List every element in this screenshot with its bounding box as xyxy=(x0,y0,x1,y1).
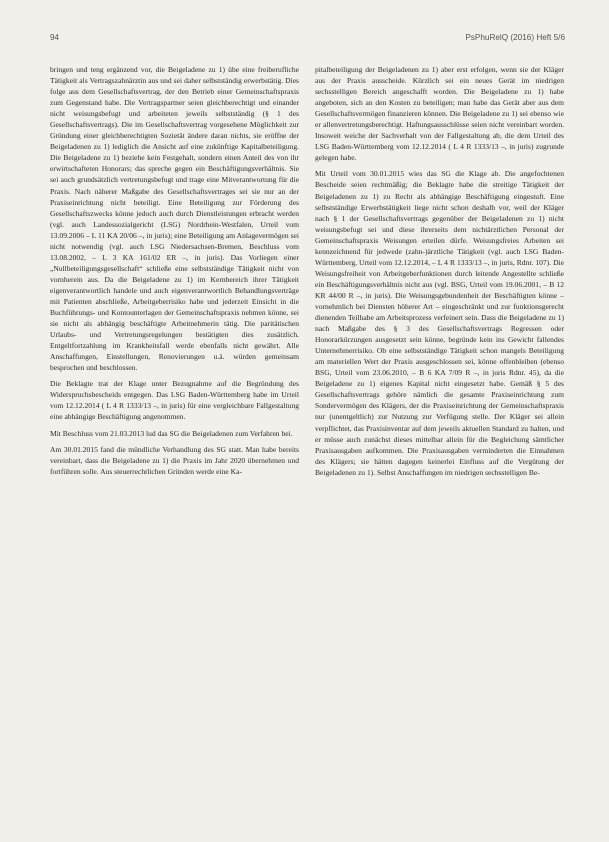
paragraph: Am 30.01.2015 fand die mündliche Verhandlung des SG statt. Man habe bereits vereinbart, dass die Beigeladene zu 1) die Praxis im Jahr 2020 übernehmen und fortführen solle. Aus steuerrechtlichen Gründen werde eine Ka- xyxy=(50,444,299,476)
text-columns xyxy=(50,64,564,478)
paragraph: Die Beklagte trat der Klage unter Bezugnahme auf die Begründung des Widerspruchsbescheids entgegen. Das LSG Baden-Württemberg habe im Urteil vom 12.12.2014 ( L 4 R 1333/13 –, in juris) für eine vergleichbare Fallgestaltung eine abhängige Beschäftigung angenommen. xyxy=(50,379,299,422)
page-number: 94 xyxy=(50,33,60,42)
right-column xyxy=(315,64,564,478)
page-header xyxy=(50,33,565,42)
paragraph: Mit Beschluss vom 21.03.2013 lud das SG die Beigeladenen zum Verfahren bei. xyxy=(50,428,293,438)
paragraph: pitalbeteiligung der Beigeladenen zu 1) aber erst erfolgen, wenn sie der Kläger aus der Praxis ausscheide. Kürzlich sei ein neues Gerät im niedrigen sechsstelligen Bereich angeschafft worden. Die Beigeladene zu 1) habe angeboten, sich an den Kosten zu beteiligen; man habe das Gerät aber aus dem Gesellschaftsvermögen finanzieren können. Die Beigeladene zu 1) sei ebenso wie er allenvertretungsberechtigt. Haftungsausschlüsse seien nicht vereinbart worden. Insoweit weiche der Sachverhalt von der Fallgestaltung ab, die dem Urteil des LSG Baden-Württemberg vom 12.12.2014 ( L 4 R 1333/13 –, in juris) zugrunde gelegen habe. xyxy=(315,65,564,163)
left-column xyxy=(50,64,299,478)
paragraph: bringen und teng ergänzend vor, die Beigeladene zu 1) übe eine freiberufliche Tätigkeit als Vertragszahnärztin aus und sei daher selbstständig erwerbstätig. Dies folge aus dem Gesellschaftsvertrag, der den Betrieb einer Gemeinschaftspraxis zum Gegenstand habe. Die Vertragspartner seien gleichberechtigt und einander nicht weisungsbefugt und arbeiteten jeweils selbstständig (§ 1 des Gesellschaftsvertrags). Die im Gesellschaftsvertrag vorgesehene Möglichkeit zur Gründung einer gleichberechtigten Sozietät ändere daran nichts, sie eröffne der Beigeladenen zu 1) lediglich die Ansicht auf eine zukünftige Kapitalbeteiligung. Die Beigeladene zu 1) beziehe kein Festgehalt, sondern einen Anteil des von ihr erwirtschafteten Honorars; das spreche gegen ein Beschäftigungsverhältnis. Sie sei auch grundsätzlich vertretungsbefugt und trage eine Mitverantwortung für die Praxis. Nach näherer Maßgabe des Gesellschaftsvertrages sei sie nur an der Praxiseinrichtung nicht beteiligt. Eine Beteiligung zur Förderung des Gesellschaftszwecks könne jedoch auch durch Dienstleistungen erbracht werden (vgl. auch Landessozialgericht (LSG) Nordrhein-Westfalen, Urteil vom 13.09.2006 – L 11 KA 20/06 –, in juris); eine Beteiligung am Anlagevermögen sei nicht notwendig (vgl. auch LSG Niedersachsen-Bremen, Beschluss vom 13.08.2002, – L 3 KA 161/02 ER –, in juris). Das Vorliegen einer „Nullbeteiligungsgesellschaft“ schließe eine selbstständige Tätigkeit nicht von vornherein aus. Da die Beigeladene zu 1) im Kernbereich ihrer Tätigkeit eigenverantwortlich handele und auch eigenverantwortlich Behandlungsverträge mit Patienten abschließe, Arbeitgeberrisiko habe und jederzeit Einsicht in die Buchführungs- und Kontounterlagen der Gemeinschaftspraxis nehmen könne, sei sie nicht als abhängig beschäftigte Arbeitnehmerin tätig. Die paritätischen Urlaubs- und Vertretungsregelungen bestätigten dies zusätzlich. Entgeltfortzahlung im Krankheitsfall werde ebenfalls nicht gewährt. Alle Anschaffungen, Einstellungen, Renovierungen u.ä. würden gemeinsam besprochen und beschlossen. xyxy=(50,65,299,373)
journal-reference: PsPhuRelQ (2016) Heft 5/6 xyxy=(465,33,565,42)
paragraph: Mit Urteil vom 30.01.2015 wies das SG die Klage ab. Die angefochtenen Bescheide seien rechtmäßig; die Beklagte habe die streitige Tätigkeit der Beigeladenen zu 1) zu Recht als abhängige Beschäftigung eingestuft. Eine selbstständige Erwerbstätigkeit liege nicht schon deshalb vor, weil der Kläger nach § 1 der Gesellschaftsvertrags gegenüber der Beigeladenen zu 1) nicht weisungsbefugt sei und diese ihrerseits dem nichtärztlichen Personal der Gemeinschaftspraxis Weisungen erteilen dürfe. Weisungsfreies Arbeiten sei kennzeichnend für jedwede (zahn-)ärztliche Tätigkeit (vgl. auch LSG Baden-Württemberg, Urteil vom 12.12.2014, – L 4 R 1333/13 –, in juris, Rdnr. 107). Die Weisungsfreiheit von Arbeitgeberfunktionen durch leitende Angestellte schließe ein Beschäftigungsverhältnis nicht aus (vgl. BSG, Urteil vom 19.06.2001, – B 12 KR 44/00 R –, in juris). Die Weisungsgebundenheit der Beschäftigten könne – vornehmlich bei Diensten höherer Art – eingeschränkt und zur funktionsgerecht dienenden Teilhabe am Arbeitsprozess verfeinert sein. Dass die Beigeladene zu 1) nach Maßgabe des § 3 des Gesellschaftsvertrags Regressen oder Honorarkürzungen ausgesetzt sein könne, begründe kein ins Gewicht fallendes Unternehmerrisiko. Ob eine selbstständige Tätigkeit schon mangels Beteiligung am materiellen Wert der Praxis ausgeschlossen sei, könne offenbleiben (ebenso BSG, Urteil vom 23.06.2010, – B 6 KA 7/09 R –, in juris Rdnr. 45), da die Beigeladene zu 1) eigenes Kapital nicht eingesetzt habe. Gemäß § 5 des Gesellschaftsvertrags gehöre nämlich die gesamte Praxiseinrichtung zum Sondervermögen des Klägers, der die Praxiseinrichtung der Gemeinschaftspraxis nur (unentgeltlich) zur Nutzung zur Verfügung stelle. Der Kläger sei allein verpflichtet, das Praxisinventar auf dem jeweils aktuellen Standard zu halten, und er müsse auch zunächst dieses mittelbar allein für die Begleichung sämtlicher Praxisausgaben aufkommen. Die Praxisausgaben verminderten die Einnahmen des Klägers; sie hätten dagegen keinerlei Einfluss auf die Vergütung der Beigeladenen zu 1). Selbst Anschaffungen im niedrigen sechsstelligen Be- xyxy=(315,169,564,477)
